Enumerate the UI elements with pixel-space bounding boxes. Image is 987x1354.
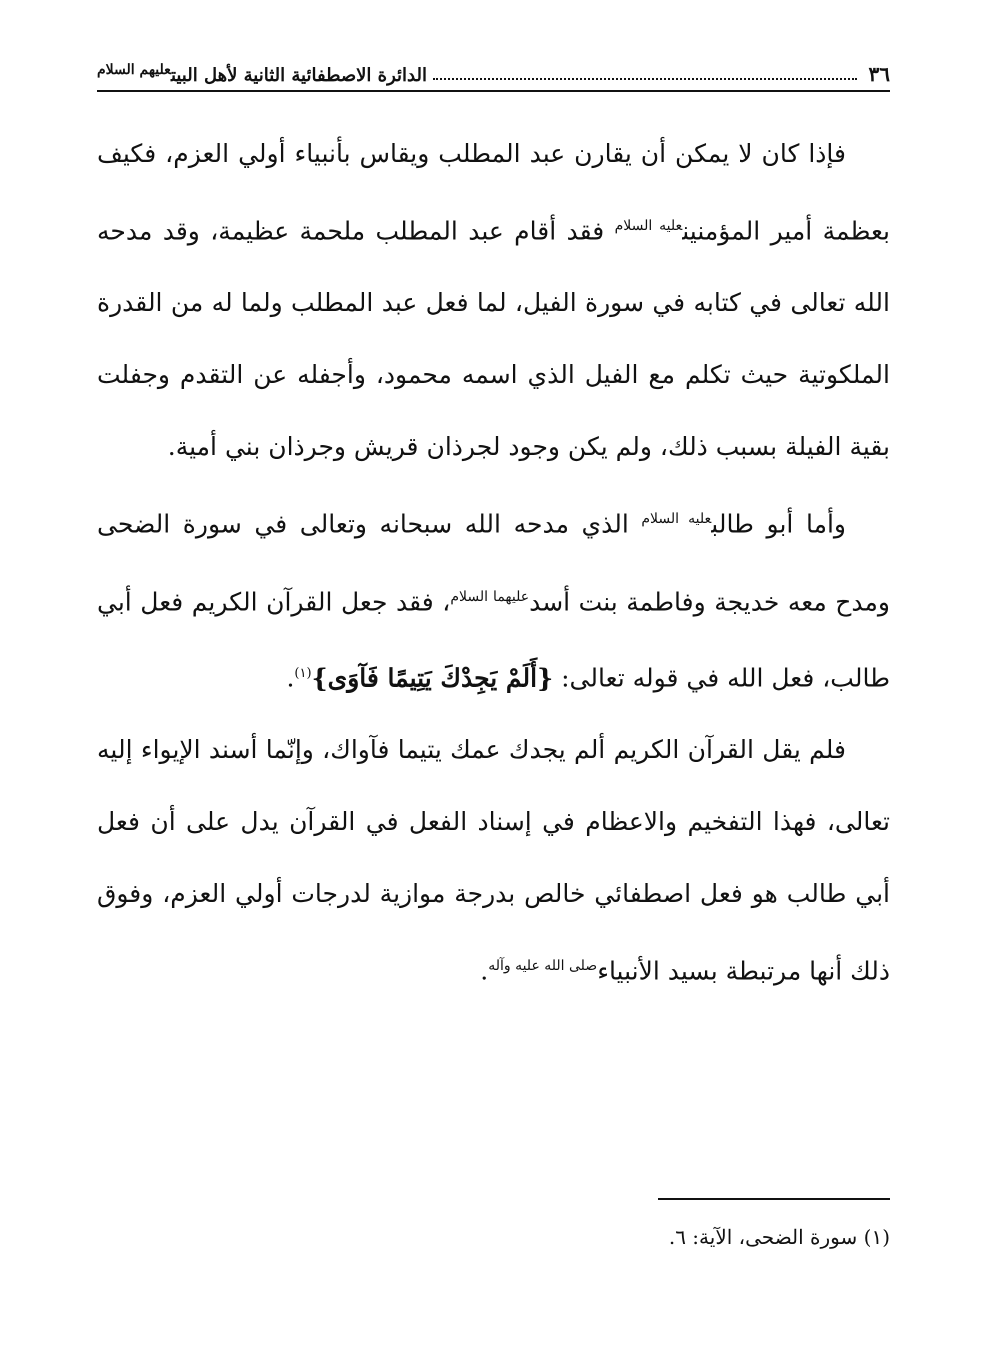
paragraph-2-close: . xyxy=(286,663,295,693)
body-text xyxy=(97,118,890,1008)
quran-verse: {أَلَمْ يَجِدْكَ يَتِيمًا فَآوَى} xyxy=(311,663,554,693)
running-title-honorific: عليهم السلام xyxy=(97,62,171,78)
paragraph-2 xyxy=(97,483,890,714)
paragraph-1-text: فإذا كان لا يمكن أن يقارن عبد المطلب ويقاس بأنبياء أولي العزم، فكيف بعظمة أمير المؤمنين xyxy=(97,139,890,246)
footnote-separator xyxy=(658,1198,890,1200)
paragraph-1-honorific: عليه السلام xyxy=(614,218,683,234)
paragraph-2-honorific-1: عليه السلام xyxy=(641,511,712,528)
page-number: ٣٦ xyxy=(868,62,890,86)
paragraph-2-end: ، فقد جعل القرآن الكريم فعل أبي طالب، فعل الله في قوله تعالى: xyxy=(97,586,890,693)
paragraph-3-close: . xyxy=(480,956,489,986)
paragraph-3-honorific: صلى الله عليه وآله xyxy=(488,958,598,975)
running-title xyxy=(97,62,427,86)
header-dot-leader xyxy=(433,77,857,80)
page-header xyxy=(97,52,890,92)
running-title-text: الدائرة الاصطفائية الثانية لأهل البيت xyxy=(170,65,427,86)
paragraph-3 xyxy=(97,714,890,1007)
paragraph-2-honorific-2: عليهما السلام xyxy=(450,588,530,605)
paragraph-1-rest: فقد أقام عبد المطلب ملحمة عظيمة، وقد مدحه الله تعالى في كتابه في سورة الفيل، لما فعل عبد المطلب ولما له من القدرة الملكوتية حيث تكلم مع الفيل الذي اسمه محمود، وأجفله عن التقدم وجفلت بقية الفيلة بسبب ذلك، ولم يكن وجود لجرذان قريش وجرذان بني أمية. xyxy=(97,216,890,462)
footnote: (١) سورة الضحى، الآية: ٦. xyxy=(668,1225,890,1249)
footnote-reference: (١) xyxy=(294,665,312,681)
paragraph-1 xyxy=(97,118,890,483)
paragraph-3-text: فلم يقل القرآن الكريم ألم يجدك عمك يتيما فآواك، وإنّما أسند الإيواء إليه تعالى، فهذا التفخيم والاعظام في إسناد الفعل في القرآن يدل على أن فعل أبي طالب هو فعل اصطفائي خالص بدرجة موازية لدرجات أولي العزم، وفوق ذلك أنها مرتبطة بسيد الأنبياء xyxy=(97,735,890,986)
paragraph-2-start: وأما أبو طالب xyxy=(711,509,846,539)
paragraph-2-mid: الذي مدحه الله سبحانه وتعالى في سورة الضحى ومدح معه خديجة وفاطمة بنت أسد xyxy=(97,509,890,616)
